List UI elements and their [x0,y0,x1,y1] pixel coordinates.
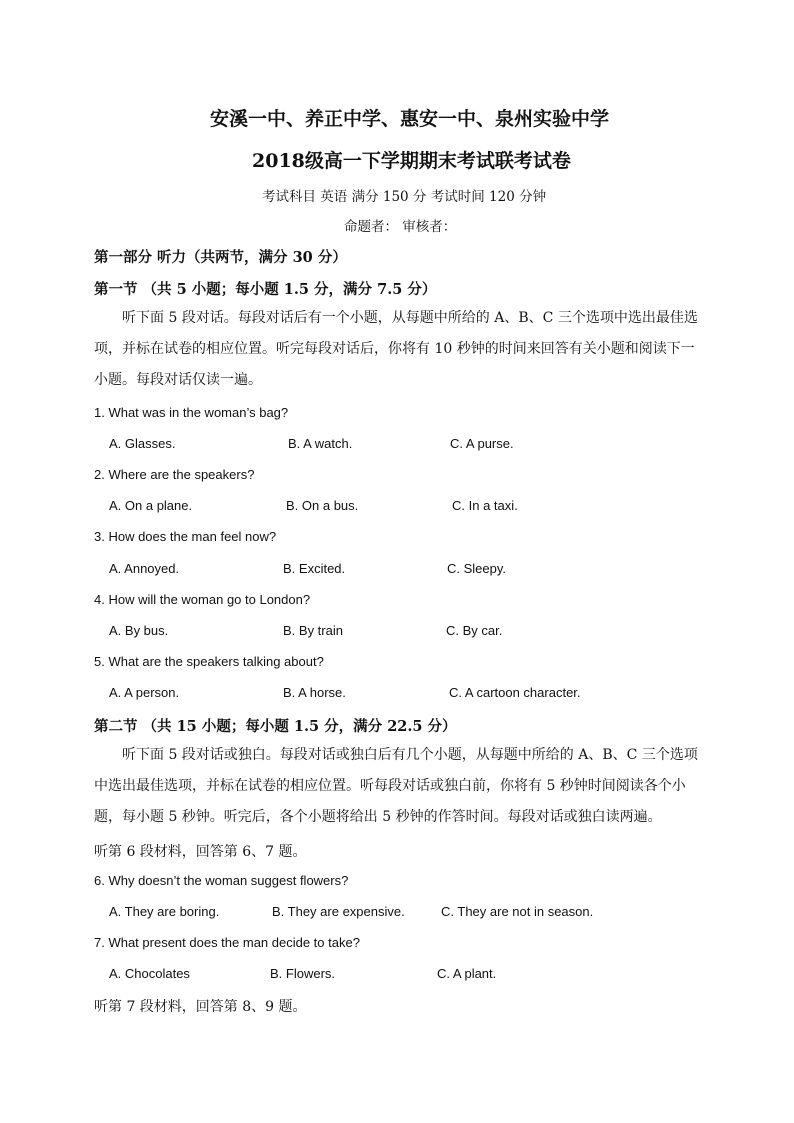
part1-heading: 第一部分 听力（共两节，满分 30 分） [94,249,347,266]
q4-option-c: C. By car. [446,623,503,638]
question-5: 5. What are the speakers talking about? [94,654,324,669]
q1-option-b: B. A watch. [288,436,353,451]
q6-option-a: A. They are boring. [109,904,220,919]
q5-option-c: C. A cartoon character. [449,685,581,700]
material-6-note: 听第 6 段材料，回答第 6、7 题。 [94,844,307,860]
q1-option-c: C. A purse. [450,436,514,451]
q2-option-a: A. On a plane. [109,498,193,513]
section2-heading: 第二节 （共 15 小题；每小题 1.5 分，满分 22.5 分） [94,718,457,735]
question-3: 3. How does the man feel now? [94,529,277,544]
q5-option-b: B. A horse. [283,685,346,700]
q4-option-a: A. By bus. [109,623,169,638]
q6-option-c: C. They are not in season. [441,904,594,919]
q5-option-a: A. A person. [109,685,180,700]
question-1: 1. What was in the woman’s bag? [94,405,289,420]
question-2: 2. Where are the speakers? [94,467,255,482]
q4-option-b: B. By train [283,623,343,638]
subject-line: 考试科目 英语 满分 150 分 考试时间 120 分钟 [262,189,547,205]
q7-option-a: A. Chocolates [109,966,190,981]
section1-instructions: 听下面 5 段对话。每段对话后有一个小题，从每题中所给的 A、B、C 三个选项中选出最佳选项，并标在试卷的相应位置。听完每段对话后，你将有 10 秒钟的时间来回答有关小题和阅读下一小题。每段对话仅读一遍。 [94,310,698,388]
q3-option-c: C. Sleepy. [447,561,507,576]
material-7-note: 听第 7 段材料，回答第 8、9 题。 [94,999,307,1015]
q3-option-b: B. Excited. [283,561,346,576]
schools-title: 安溪一中、养正中学、惠安一中、泉州实验中学 [210,108,610,130]
question-7: 7. What present does the man decide to take? [94,935,360,950]
authors-line: 命题者： 审核者： [344,219,457,235]
section1-heading: 第一节 （共 5 小题；每小题 1.5 分，满分 7.5 分） [94,281,437,298]
q7-option-b: B. Flowers. [270,966,336,981]
q3-option-a: A. Annoyed. [109,561,180,576]
q7-option-c: C. A plant. [437,966,497,981]
section2-instructions: 听下面 5 段对话或独白。每段对话或独白后有几个小题，从每题中所给的 A、B、C 三个选项中选出最佳选项，并标在试卷的相应位置。听每段对话或独白前，你将有 5 秒钟时间阅读各个小题，每小题 5 秒钟。听完后，各个小题将给出 5 秒钟的作答时间。每段对话或独白读两遍。 [94,747,698,825]
q2-option-b: B. On a bus. [286,498,359,513]
q2-option-c: C. In a taxi. [452,498,518,513]
exam-title: 2018级高一下学期期末考试联考试卷 [252,150,571,172]
question-4: 4. How will the woman go to London? [94,592,311,607]
q6-option-b: B. They are expensive. [272,904,405,919]
q1-option-a: A. Glasses. [109,436,176,451]
question-6: 6. Why doesn’t the woman suggest flowers? [94,873,349,888]
